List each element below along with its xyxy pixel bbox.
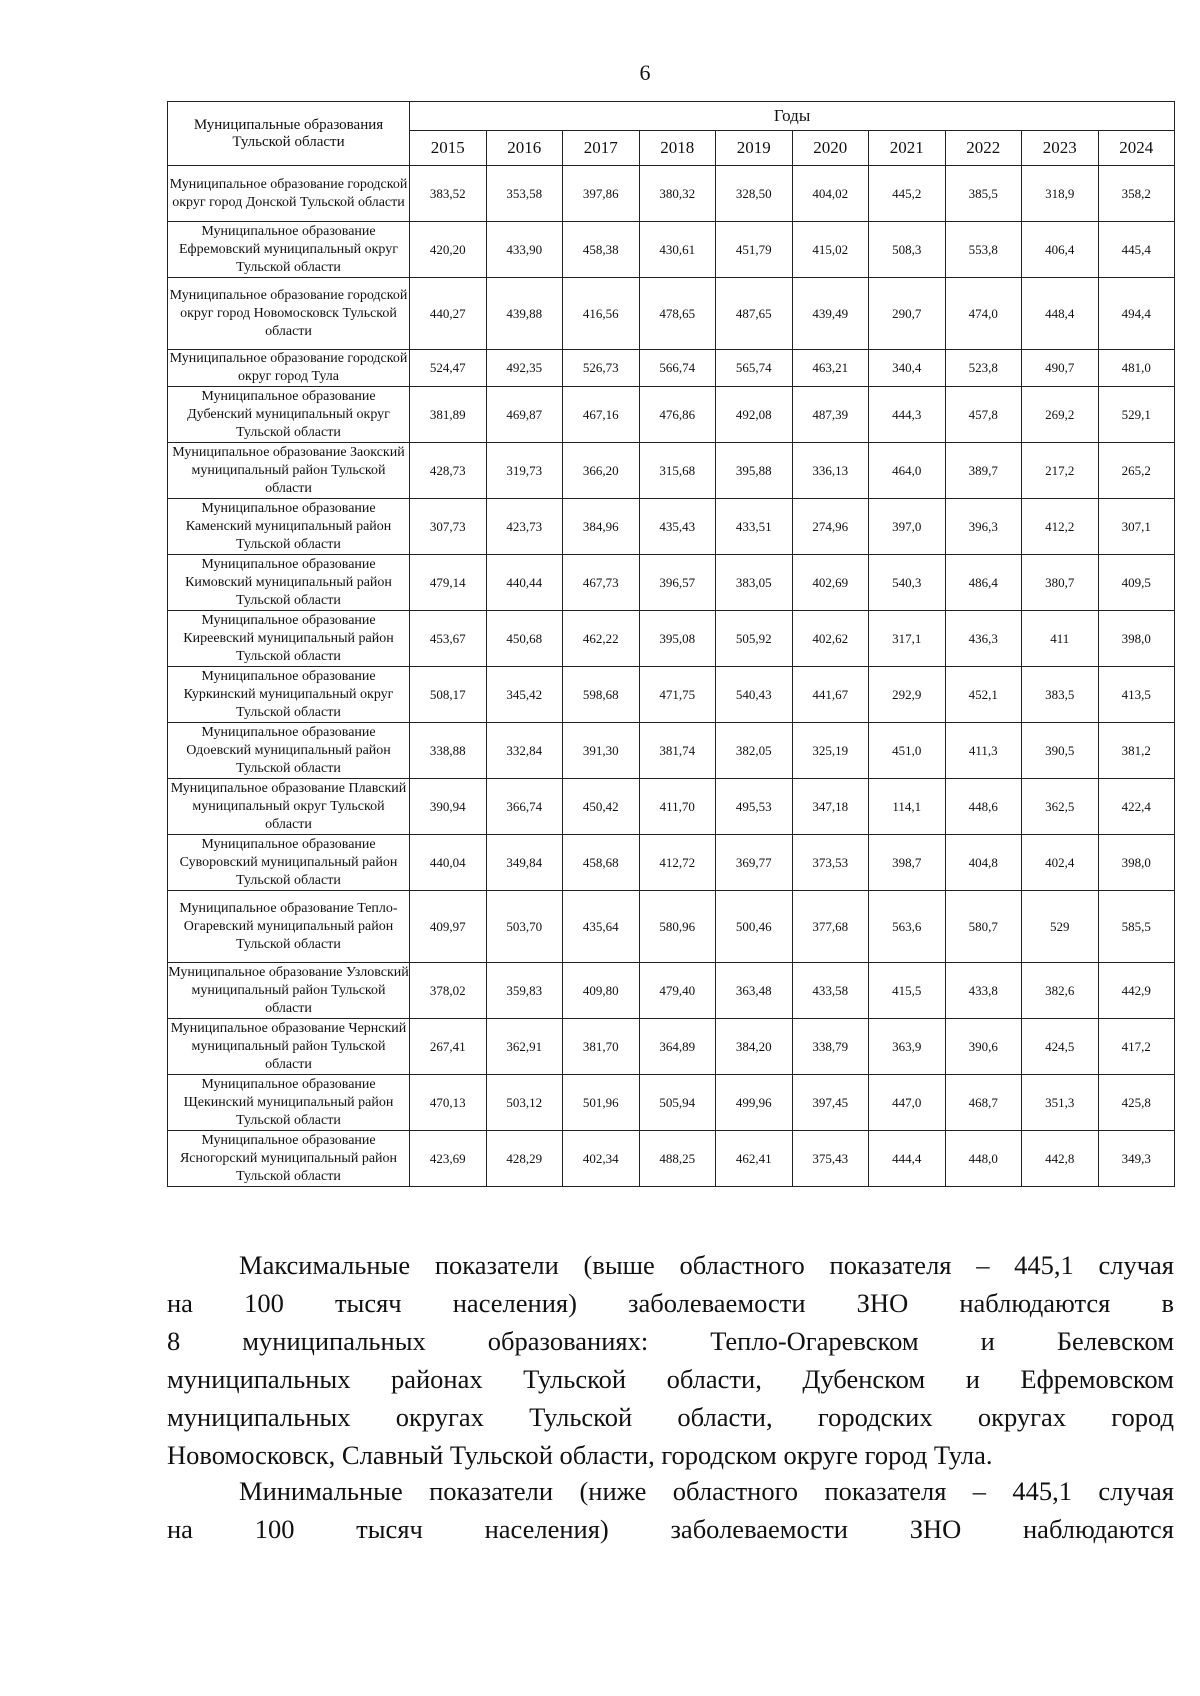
table-row — [168, 443, 1175, 499]
municipality-name: Муниципальное образование Плавский муниципальный округ Тульской области — [168, 779, 410, 835]
column-header-years: Годы — [410, 102, 1175, 131]
incidence-value: 332,84 — [486, 723, 563, 779]
incidence-value: 319,73 — [486, 443, 563, 499]
incidence-value: 563,6 — [869, 891, 946, 963]
incidence-value: 390,6 — [945, 1019, 1022, 1075]
incidence-value: 362,91 — [486, 1019, 563, 1075]
incidence-value: 359,83 — [486, 963, 563, 1019]
column-header-municipalities: Муниципальные образования Тульской области — [168, 102, 410, 166]
incidence-value: 479,40 — [639, 963, 716, 1019]
incidence-value: 417,2 — [1098, 1019, 1175, 1075]
incidence-value: 492,35 — [486, 350, 563, 387]
municipality-name: Муниципальное образование Суворовский муниципальный район Тульской области — [168, 835, 410, 891]
incidence-value: 468,7 — [945, 1075, 1022, 1131]
incidence-value: 377,68 — [792, 891, 869, 963]
incidence-value: 382,05 — [716, 723, 793, 779]
incidence-value: 435,64 — [563, 891, 640, 963]
incidence-value: 366,74 — [486, 779, 563, 835]
incidence-value: 440,04 — [410, 835, 487, 891]
incidence-value: 442,9 — [1098, 963, 1175, 1019]
incidence-value: 598,68 — [563, 667, 640, 723]
incidence-value: 479,14 — [410, 555, 487, 611]
incidence-value: 425,8 — [1098, 1075, 1175, 1131]
incidence-table — [167, 101, 1175, 1187]
incidence-value: 553,8 — [945, 222, 1022, 278]
incidence-value: 523,8 — [945, 350, 1022, 387]
incidence-value: 412,72 — [639, 835, 716, 891]
incidence-value: 328,50 — [716, 166, 793, 222]
table-row — [168, 963, 1175, 1019]
table-row — [168, 1019, 1175, 1075]
year-header: 2019 — [716, 131, 793, 166]
incidence-value: 390,94 — [410, 779, 487, 835]
incidence-value: 409,5 — [1098, 555, 1175, 611]
incidence-value: 369,77 — [716, 835, 793, 891]
incidence-value: 467,16 — [563, 387, 640, 443]
incidence-value: 315,68 — [639, 443, 716, 499]
incidence-value: 447,0 — [869, 1075, 946, 1131]
incidence-value: 490,7 — [1022, 350, 1099, 387]
incidence-value: 391,30 — [563, 723, 640, 779]
incidence-value: 565,74 — [716, 350, 793, 387]
incidence-value: 340,4 — [869, 350, 946, 387]
incidence-value: 442,8 — [1022, 1131, 1099, 1187]
incidence-value: 363,9 — [869, 1019, 946, 1075]
incidence-value: 366,20 — [563, 443, 640, 499]
incidence-value: 420,20 — [410, 222, 487, 278]
incidence-value: 433,90 — [486, 222, 563, 278]
incidence-value: 423,73 — [486, 499, 563, 555]
incidence-value: 396,57 — [639, 555, 716, 611]
incidence-value: 471,75 — [639, 667, 716, 723]
incidence-value: 338,88 — [410, 723, 487, 779]
municipality-name: Муниципальное образование Дубенский муниципальный округ Тульской области — [168, 387, 410, 443]
text-line: муниципальных округах Тульской области, городских округах город — [167, 1402, 1174, 1432]
incidence-value: 362,5 — [1022, 779, 1099, 835]
table-row — [168, 723, 1175, 779]
municipality-name: Муниципальное образование Ефремовский муниципальный округ Тульской области — [168, 222, 410, 278]
municipality-name: Муниципальное образование Заокский муниципальный район Тульской области — [168, 443, 410, 499]
incidence-value: 508,3 — [869, 222, 946, 278]
incidence-value: 353,58 — [486, 166, 563, 222]
incidence-value: 395,88 — [716, 443, 793, 499]
municipality-name: Муниципальное образование Щекинский муниципальный район Тульской области — [168, 1075, 410, 1131]
year-header: 2021 — [869, 131, 946, 166]
incidence-value: 462,41 — [716, 1131, 793, 1187]
incidence-value: 347,18 — [792, 779, 869, 835]
incidence-value: 351,3 — [1022, 1075, 1099, 1131]
incidence-value: 307,1 — [1098, 499, 1175, 555]
incidence-value: 381,74 — [639, 723, 716, 779]
incidence-value: 396,3 — [945, 499, 1022, 555]
incidence-value: 501,96 — [563, 1075, 640, 1131]
incidence-value: 336,13 — [792, 443, 869, 499]
incidence-value: 381,89 — [410, 387, 487, 443]
incidence-value: 464,0 — [869, 443, 946, 499]
incidence-value: 411,70 — [639, 779, 716, 835]
incidence-value: 526,73 — [563, 350, 640, 387]
incidence-value: 409,97 — [410, 891, 487, 963]
incidence-value: 411 — [1022, 611, 1099, 667]
paragraph-min-indicators — [167, 1472, 1174, 1548]
incidence-value: 325,19 — [792, 723, 869, 779]
incidence-value: 505,92 — [716, 611, 793, 667]
incidence-value: 445,4 — [1098, 222, 1175, 278]
table-row — [168, 835, 1175, 891]
incidence-value: 566,74 — [639, 350, 716, 387]
incidence-value: 580,7 — [945, 891, 1022, 963]
incidence-value: 448,6 — [945, 779, 1022, 835]
incidence-value: 476,86 — [639, 387, 716, 443]
table-row — [168, 667, 1175, 723]
table-row — [168, 387, 1175, 443]
incidence-value: 385,5 — [945, 166, 1022, 222]
incidence-value: 404,8 — [945, 835, 1022, 891]
incidence-value: 499,96 — [716, 1075, 793, 1131]
year-header: 2018 — [639, 131, 716, 166]
incidence-value: 373,53 — [792, 835, 869, 891]
incidence-value: 433,58 — [792, 963, 869, 1019]
incidence-value: 269,2 — [1022, 387, 1099, 443]
incidence-value: 383,52 — [410, 166, 487, 222]
incidence-value: 375,43 — [792, 1131, 869, 1187]
incidence-value: 398,0 — [1098, 611, 1175, 667]
incidence-value: 384,96 — [563, 499, 640, 555]
incidence-value: 440,27 — [410, 278, 487, 350]
incidence-value: 500,46 — [716, 891, 793, 963]
incidence-value: 439,88 — [486, 278, 563, 350]
table-row — [168, 350, 1175, 387]
table-row — [168, 555, 1175, 611]
text-line: муниципальных районах Тульской области, Дубенском и Ефремовском — [167, 1364, 1174, 1394]
incidence-value: 364,89 — [639, 1019, 716, 1075]
municipality-name: Муниципальное образование Куркинский муниципальный округ Тульской области — [168, 667, 410, 723]
incidence-value: 415,02 — [792, 222, 869, 278]
incidence-value: 416,56 — [563, 278, 640, 350]
table-row — [168, 779, 1175, 835]
incidence-value: 487,39 — [792, 387, 869, 443]
municipality-name: Муниципальное образование городской округ город Донской Тульской области — [168, 166, 410, 222]
incidence-value: 451,79 — [716, 222, 793, 278]
table-row — [168, 891, 1175, 963]
incidence-value: 450,42 — [563, 779, 640, 835]
incidence-value: 402,62 — [792, 611, 869, 667]
incidence-value: 529,1 — [1098, 387, 1175, 443]
incidence-value: 409,80 — [563, 963, 640, 1019]
incidence-value: 428,73 — [410, 443, 487, 499]
incidence-value: 358,2 — [1098, 166, 1175, 222]
incidence-value: 402,4 — [1022, 835, 1099, 891]
incidence-value: 433,51 — [716, 499, 793, 555]
incidence-value: 448,4 — [1022, 278, 1099, 350]
municipality-name: Муниципальное образование городской округ город Тула — [168, 350, 410, 387]
incidence-value: 452,1 — [945, 667, 1022, 723]
incidence-value: 445,2 — [869, 166, 946, 222]
incidence-value: 114,1 — [869, 779, 946, 835]
year-header: 2017 — [563, 131, 640, 166]
incidence-value: 505,94 — [639, 1075, 716, 1131]
municipality-name: Муниципальное образование Тепло-Огаревский муниципальный район Тульской области — [168, 891, 410, 963]
text-line: на 100 тысяч населения) заболеваемости ЗНО наблюдаются — [167, 1514, 1174, 1544]
incidence-value: 486,4 — [945, 555, 1022, 611]
incidence-value: 415,5 — [869, 963, 946, 1019]
incidence-value: 397,0 — [869, 499, 946, 555]
text-line: Максимальные показатели (выше областного показателя – 445,1 случая — [239, 1250, 1174, 1280]
incidence-value: 488,25 — [639, 1131, 716, 1187]
incidence-value: 307,73 — [410, 499, 487, 555]
municipality-name: Муниципальное образование Ясногорский муниципальный район Тульской области — [168, 1131, 410, 1187]
incidence-value: 436,3 — [945, 611, 1022, 667]
incidence-value: 463,21 — [792, 350, 869, 387]
year-header: 2024 — [1098, 131, 1175, 166]
incidence-value: 423,69 — [410, 1131, 487, 1187]
text-line: 8 муниципальных образованиях: Тепло-Огаревском и Белевском — [167, 1326, 1174, 1356]
incidence-value: 381,70 — [563, 1019, 640, 1075]
incidence-value: 349,84 — [486, 835, 563, 891]
incidence-value: 448,0 — [945, 1131, 1022, 1187]
municipality-name: Муниципальное образование Одоевский муниципальный район Тульской области — [168, 723, 410, 779]
incidence-value: 381,2 — [1098, 723, 1175, 779]
incidence-value: 474,0 — [945, 278, 1022, 350]
text-line: на 100 тысяч населения) заболеваемости ЗНО наблюдаются в — [167, 1288, 1174, 1318]
incidence-value: 529 — [1022, 891, 1099, 963]
incidence-value: 397,86 — [563, 166, 640, 222]
incidence-value: 481,0 — [1098, 350, 1175, 387]
incidence-value: 412,2 — [1022, 499, 1099, 555]
incidence-value: 540,43 — [716, 667, 793, 723]
table-row — [168, 611, 1175, 667]
municipality-name: Муниципальное образование Чернский муниципальный район Тульской области — [168, 1019, 410, 1075]
incidence-value: 524,47 — [410, 350, 487, 387]
incidence-value: 349,3 — [1098, 1131, 1175, 1187]
year-header: 2020 — [792, 131, 869, 166]
year-header: 2022 — [945, 131, 1022, 166]
incidence-value: 398,7 — [869, 835, 946, 891]
incidence-value: 462,22 — [563, 611, 640, 667]
table-row — [168, 222, 1175, 278]
incidence-value: 441,67 — [792, 667, 869, 723]
year-header: 2023 — [1022, 131, 1099, 166]
municipality-name: Муниципальное образование Кимовский муниципальный район Тульской области — [168, 555, 410, 611]
incidence-value: 453,67 — [410, 611, 487, 667]
municipality-name: Муниципальное образование Узловский муниципальный район Тульской области — [168, 963, 410, 1019]
municipality-name: Муниципальное образование Киреевский муниципальный район Тульской области — [168, 611, 410, 667]
incidence-value: 469,87 — [486, 387, 563, 443]
incidence-value: 217,2 — [1022, 443, 1099, 499]
incidence-value: 265,2 — [1098, 443, 1175, 499]
incidence-value: 444,4 — [869, 1131, 946, 1187]
incidence-value: 440,44 — [486, 555, 563, 611]
incidence-value: 411,3 — [945, 723, 1022, 779]
incidence-value: 383,05 — [716, 555, 793, 611]
incidence-value: 492,08 — [716, 387, 793, 443]
table-row — [168, 1131, 1175, 1187]
incidence-value: 428,29 — [486, 1131, 563, 1187]
incidence-value: 292,9 — [869, 667, 946, 723]
incidence-value: 508,17 — [410, 667, 487, 723]
incidence-value: 458,68 — [563, 835, 640, 891]
table-row — [168, 1075, 1175, 1131]
year-header: 2015 — [410, 131, 487, 166]
incidence-value: 487,65 — [716, 278, 793, 350]
incidence-value: 470,13 — [410, 1075, 487, 1131]
incidence-value: 422,4 — [1098, 779, 1175, 835]
incidence-value: 540,3 — [869, 555, 946, 611]
text-line: Новомосковск, Славный Тульской области, городском округе город Тула. — [167, 1440, 993, 1470]
incidence-value: 290,7 — [869, 278, 946, 350]
incidence-value: 338,79 — [792, 1019, 869, 1075]
incidence-value: 378,02 — [410, 963, 487, 1019]
incidence-value: 345,42 — [486, 667, 563, 723]
incidence-value: 503,70 — [486, 891, 563, 963]
incidence-value: 433,8 — [945, 963, 1022, 1019]
incidence-value: 478,65 — [639, 278, 716, 350]
incidence-value: 395,08 — [639, 611, 716, 667]
incidence-value: 383,5 — [1022, 667, 1099, 723]
year-header: 2016 — [486, 131, 563, 166]
incidence-value: 458,38 — [563, 222, 640, 278]
incidence-value: 404,02 — [792, 166, 869, 222]
municipality-name: Муниципальное образование городской округ город Новомосковск Тульской области — [168, 278, 410, 350]
table-row — [168, 499, 1175, 555]
incidence-value: 406,4 — [1022, 222, 1099, 278]
incidence-value: 267,41 — [410, 1019, 487, 1075]
incidence-value: 390,5 — [1022, 723, 1099, 779]
text-line: Минимальные показатели (ниже областного показателя – 445,1 случая — [239, 1476, 1174, 1506]
incidence-value: 384,20 — [716, 1019, 793, 1075]
incidence-value: 363,48 — [716, 963, 793, 1019]
incidence-value: 402,34 — [563, 1131, 640, 1187]
incidence-value: 382,6 — [1022, 963, 1099, 1019]
incidence-value: 435,43 — [639, 499, 716, 555]
incidence-value: 430,61 — [639, 222, 716, 278]
incidence-value: 451,0 — [869, 723, 946, 779]
incidence-value: 402,69 — [792, 555, 869, 611]
table-row — [168, 166, 1175, 222]
paragraph-max-indicators — [167, 1246, 1174, 1474]
incidence-value: 413,5 — [1098, 667, 1175, 723]
incidence-value: 317,1 — [869, 611, 946, 667]
incidence-value: 450,68 — [486, 611, 563, 667]
incidence-value: 274,96 — [792, 499, 869, 555]
table-row — [168, 278, 1175, 350]
incidence-value: 585,5 — [1098, 891, 1175, 963]
incidence-value: 424,5 — [1022, 1019, 1099, 1075]
municipality-name: Муниципальное образование Каменский муниципальный район Тульской области — [168, 499, 410, 555]
incidence-value: 495,53 — [716, 779, 793, 835]
incidence-value: 380,7 — [1022, 555, 1099, 611]
incidence-value: 397,45 — [792, 1075, 869, 1131]
incidence-value: 439,49 — [792, 278, 869, 350]
incidence-value: 318,9 — [1022, 166, 1099, 222]
incidence-value: 389,7 — [945, 443, 1022, 499]
incidence-value: 457,8 — [945, 387, 1022, 443]
incidence-value: 398,0 — [1098, 835, 1175, 891]
incidence-value: 467,73 — [563, 555, 640, 611]
incidence-value: 494,4 — [1098, 278, 1175, 350]
incidence-value: 380,32 — [639, 166, 716, 222]
incidence-value: 503,12 — [486, 1075, 563, 1131]
page-number: 6 — [639, 60, 651, 85]
incidence-value: 444,3 — [869, 387, 946, 443]
incidence-value: 580,96 — [639, 891, 716, 963]
